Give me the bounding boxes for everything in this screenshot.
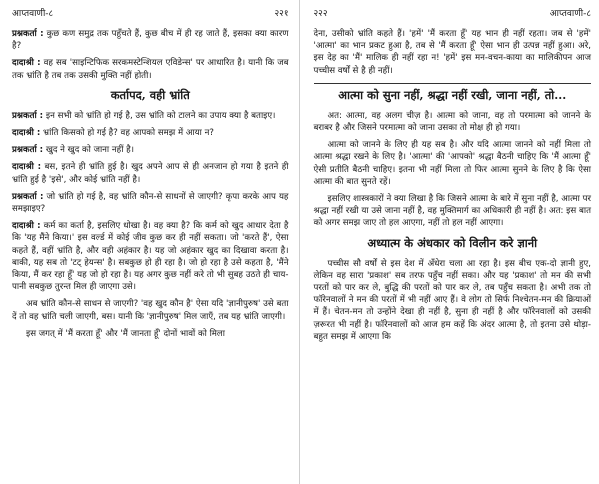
section-heading: अध्यात्म के अंधकार को विलीन करे ज्ञानी <box>367 235 538 250</box>
dialogue-paragraph <box>12 57 289 81</box>
body-paragraph: आत्मा को जानने के लिए ही यह सब है। और यदि आत्मा जानने को नहीं मिला तो आत्मा श्रद्धा रखने के लिए है। 'आत्मा' की 'आपको' श्रद्धा बैठनी चाहिए कि 'मैं आत्मा हूँ' ऐसी प्रतीति बैठनी चाहिए। इतना भी नहीं मिला तो फिर आत्मा सुनने के लिए है कि ऐसा आत्मा की बात सुनते रहें। <box>313 140 591 187</box>
body-paragraph: पच्चीस सौ वर्षों से इस देश में अँधेरा चला आ रहा है। इस बीच एक-दो ज्ञानी हुए, लेकिन वह सारा 'प्रकाश' सब तरफ पहुँच नहीं सका। और यह 'प्रकाश' तो मन की सभी परतों को पार कर ले, बुद्धि की परतों को पार कर ले, तब पहुँच सकता है। अभी तक तो फॉरेनवालों ने मन की परतों में भी नहीं आए हैं। वे लोग तो सिर्फ निश्चेतन-मन की क्रियाओं में हैं। चेतन-मन तो उन्होंने देखा ही नहीं है, सुना ही नहीं है और फॉरेनवालों को उसकी ज़रूरत भी नहीं है। फॉरेनवालों को आज हम कहें कि अंदर आत्मा है, तो इतना उसे थोड़ा-बहुत समझ में आएगा कि <box>313 258 591 342</box>
speaker-label: दादाश्री : <box>12 221 41 232</box>
dialogue-paragraph <box>12 144 289 156</box>
left-running-head <box>12 8 289 20</box>
section-heading: कर्तापद, वही भ्रांति <box>110 87 190 102</box>
page-number: २२२ <box>313 9 328 19</box>
paragraph-text: भ्रांति किसको हो गई है? वह आपको समझ में आया न? <box>40 128 214 139</box>
right-page <box>300 0 599 484</box>
dialogue-paragraph <box>12 220 289 293</box>
dialogue-paragraph <box>12 110 289 122</box>
body-paragraph: देना, उसीको भ्रांति कहते हैं। 'हमें' 'मैं करता हूँ' यह भान ही नहीं रहता। जब से 'हमें' 'आत्मा' का भान प्रकट हुआ है, तब से 'मैं करता हूँ' ऐसा भान ही उत्पन्न नहीं हुआ। अरे, इस देह का 'मैं' मालिक ही नहीं रहा न! 'हमें' इस मन-वचन-काया का मालिकीपन आज पच्चीस वर्षों से है ही नहीं। <box>313 29 591 76</box>
dialogue-paragraph <box>12 127 289 139</box>
speaker-label: दादाश्री : <box>12 58 41 69</box>
paragraph-text: कर्म का कर्ता है, इसलिए धोखा है। वह क्या है? कि कर्म को खुद आधार देता है कि 'यह मैंने किया।' इस वर्ल्ड में कोई जीव कुछ कर ही नहीं सकता। जो 'करते हैं', ऐसा कहते हैं, वहीं भ्रांति है, और वही अहंकार है। यह जो अहंकार खुद का दिखावा करता है। बाकी, यह सब तो 'टट् हेयन्स' है। सबकुछ हो ही रहा है। जो हो रहा है उसे कहता है, 'मैंने किया, मैं कर रहा हूँ' यह जो हो रहा है। यह अगर कुछ नहीं करे तो भी सुबह उठते ही चाय-पानी सबकुछ तुरन्त मिल ही जाएगा उसे। <box>12 221 289 293</box>
body-paragraph: अत: आत्मा, वह अलग चीज़ है। आत्मा को जाना, वह तो परमात्मा को जानने के बराबर है और जिसने परमात्मा को जाना उसका तो मोक्ष ही हो गया। <box>313 110 591 134</box>
speaker-label: दादाश्री : <box>12 128 41 139</box>
speaker-label: प्रश्नकर्ता : <box>12 110 44 121</box>
dialogue-paragraph <box>12 28 289 52</box>
paragraph-text: कुछ कण समुद्र तक पहुँचते हैं, कुछ बीच में ही रह जाते हैं, इसका क्या कारण है? <box>12 29 289 52</box>
speaker-label: दादाश्री : <box>12 162 42 173</box>
book-title: आप्तवाणी-८ <box>12 9 54 19</box>
paragraph-text: इन सभी को भ्रांति हो गई है, उस भ्रांति को टालने का उपाय क्या है बताइए। <box>43 110 276 121</box>
speaker-label: प्रश्नकर्ता : <box>12 29 44 39</box>
page-number: २२१ <box>274 9 289 19</box>
paragraph-text: जो भ्रांति हो गई है, वह भ्रांति कौन-से साधनों से जाएगी? कृपा करके आप यह समझाइए? <box>12 191 289 215</box>
dialogue-paragraph <box>12 191 289 215</box>
section-heading: आत्मा को सुना नहीं, श्रद्धा नहीं रखी, जाना नहीं, तो... <box>314 83 592 103</box>
speaker-label: प्रश्नकर्ता : <box>12 145 44 156</box>
paragraph-text: वह सब 'साइन्टिफिक सरकमस्टेन्शियल एविडेन्स' पर आधारित है। यानी कि जब तक भ्रांति है तब तक उसकी मुक्ति नहीं होती। <box>12 58 289 81</box>
body-paragraph: अब भ्रांति कौन-से साधन से जाएगी? 'वह खुद कौन है' ऐसा यदि 'ज्ञानीपुरुष' उसे बता दें तो वह भ्रांति चली जाएगी, बस। यानी कि 'ज्ञानीपुरुष' मिल जाएँ, तब यह भ्रांति जाएगी। <box>12 299 289 322</box>
body-paragraph: इस जगत् में 'मैं करता हूँ' और 'मैं जानता हूँ' दोनों भावों को मिला <box>26 328 225 339</box>
speaker-label: प्रश्नकर्ता : <box>12 191 44 202</box>
body-paragraph: इसलिए शास्त्रकारों ने क्या लिखा है कि जिसने आत्मा के बारे में सुना नहीं है, आत्मा पर श्रद्धा नहीं रखी या उसे जाना नहीं है, वह मुक्तिमार्ग का अधिकारी ही नहीं है। अत: इस बात को अगर समझ जाए तो हल आएगा, नहीं तो हल नहीं आएगा। <box>313 194 591 229</box>
dialogue-paragraph <box>12 161 289 185</box>
book-title: आप्तवाणी-८ <box>549 9 591 19</box>
paragraph-text: खुद ने खुद को जाना नहीं है। <box>43 145 135 156</box>
right-running-head <box>314 8 592 20</box>
paragraph-text: बस, इतने ही भ्रांति हुई है। खुद अपने आप से ही अनजान हो गया है इतने ही भ्रांति हुई है 'इसे', और कोई भ्रांति नहीं है। <box>12 162 289 185</box>
